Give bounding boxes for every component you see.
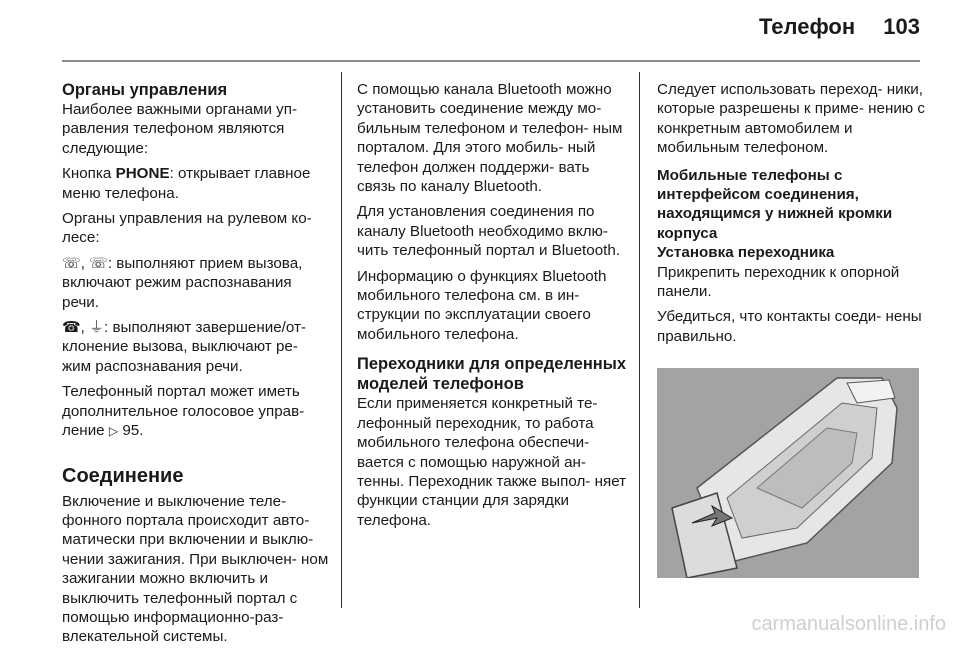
watermark: carmanualsonline.info	[751, 613, 946, 635]
column-1	[62, 80, 330, 653]
page-header	[759, 14, 920, 40]
paragraph: С помощью канала Bluetooth можно установить соединение между мо- бильным телефоном и телефон- ным порталом. Для этого мобиль- ный телефон должен поддержи- вать связь по каналу Bluetooth.	[357, 81, 623, 196]
paragraph: Если применяется конкретный те- лефонный переходник, то работа мобильного телефона обеспечи- вается с помощью наружной ан- тенны. Переходник также выпол- няет функции станции для зарядки телефона.	[357, 395, 627, 529]
column-divider	[639, 72, 640, 608]
page-ref-arrow-icon: ▷	[108, 424, 119, 439]
page-number: 103	[883, 14, 920, 39]
paragraph: Для установления соединения по каналу Bluetooth необходимо вклю- чить телефонный портал и Bluetooth.	[357, 203, 621, 260]
paragraph: Следует использовать переход- ники, которые разрешены к приме- нению с конкретным автомобилем и мобильным телефоном.	[657, 81, 926, 157]
end-call-icon: ☎, ⏚	[62, 319, 105, 337]
page-title: Телефон	[758, 14, 856, 39]
paragraph: Убедиться, что контакты соеди- нены правильно.	[657, 308, 922, 345]
paragraph: Включение и выключение теле- фонного портала происходит авто- матически при включении и выклю- чении зажигания. При выключен- ном зажигании можно включить и выключить телефонный портал с помощью информационно-раз- влекательной системы.	[62, 492, 329, 646]
heading-adapters: Переходники для определенных моделей телефонов	[357, 355, 627, 394]
heading-mobile-phones: Мобильные телефоны с интерфейсом соединения, находящимся у нижней кромки корпуса	[657, 166, 893, 242]
column-2	[357, 80, 627, 536]
phone-button-label: PHONE	[115, 165, 170, 183]
paragraph: ☎, ⏚: выполняют завершение/от- клонение вызова, выключают ре- жим распознавания речи.	[62, 319, 306, 375]
paragraph: Прикрепить переходник к опорной панели.	[657, 263, 900, 301]
paragraph: Наиболее важными органами уп- равления телефоном являются следующие:	[62, 101, 298, 157]
header-rule	[62, 60, 920, 62]
paragraph: Информацию о функциях Bluetooth мобильного телефона см. в ин- струкции по эксплуатации своего мобильного телефона.	[357, 267, 607, 343]
paragraph: Кнопка PHONE: открывает главное меню телефона.	[62, 165, 311, 202]
adapter-photo	[657, 368, 919, 578]
answer-call-icon: ☏, ☏	[62, 254, 108, 272]
paragraph: Телефонный портал может иметь дополнительное голосовое управ- ление ▷ 95.	[62, 383, 305, 440]
paragraph: Органы управления на рулевом ко- лесе:	[62, 210, 312, 247]
column-divider	[341, 72, 342, 608]
heading-connection: Соединение	[62, 464, 184, 487]
subheading-adapter-install: Установка переходника	[657, 244, 835, 262]
heading-controls: Органы управления	[62, 81, 228, 99]
column-3	[657, 80, 927, 584]
paragraph: ☏, ☏: выполняют прием вызова, включают режим распознавания речи.	[62, 254, 303, 311]
